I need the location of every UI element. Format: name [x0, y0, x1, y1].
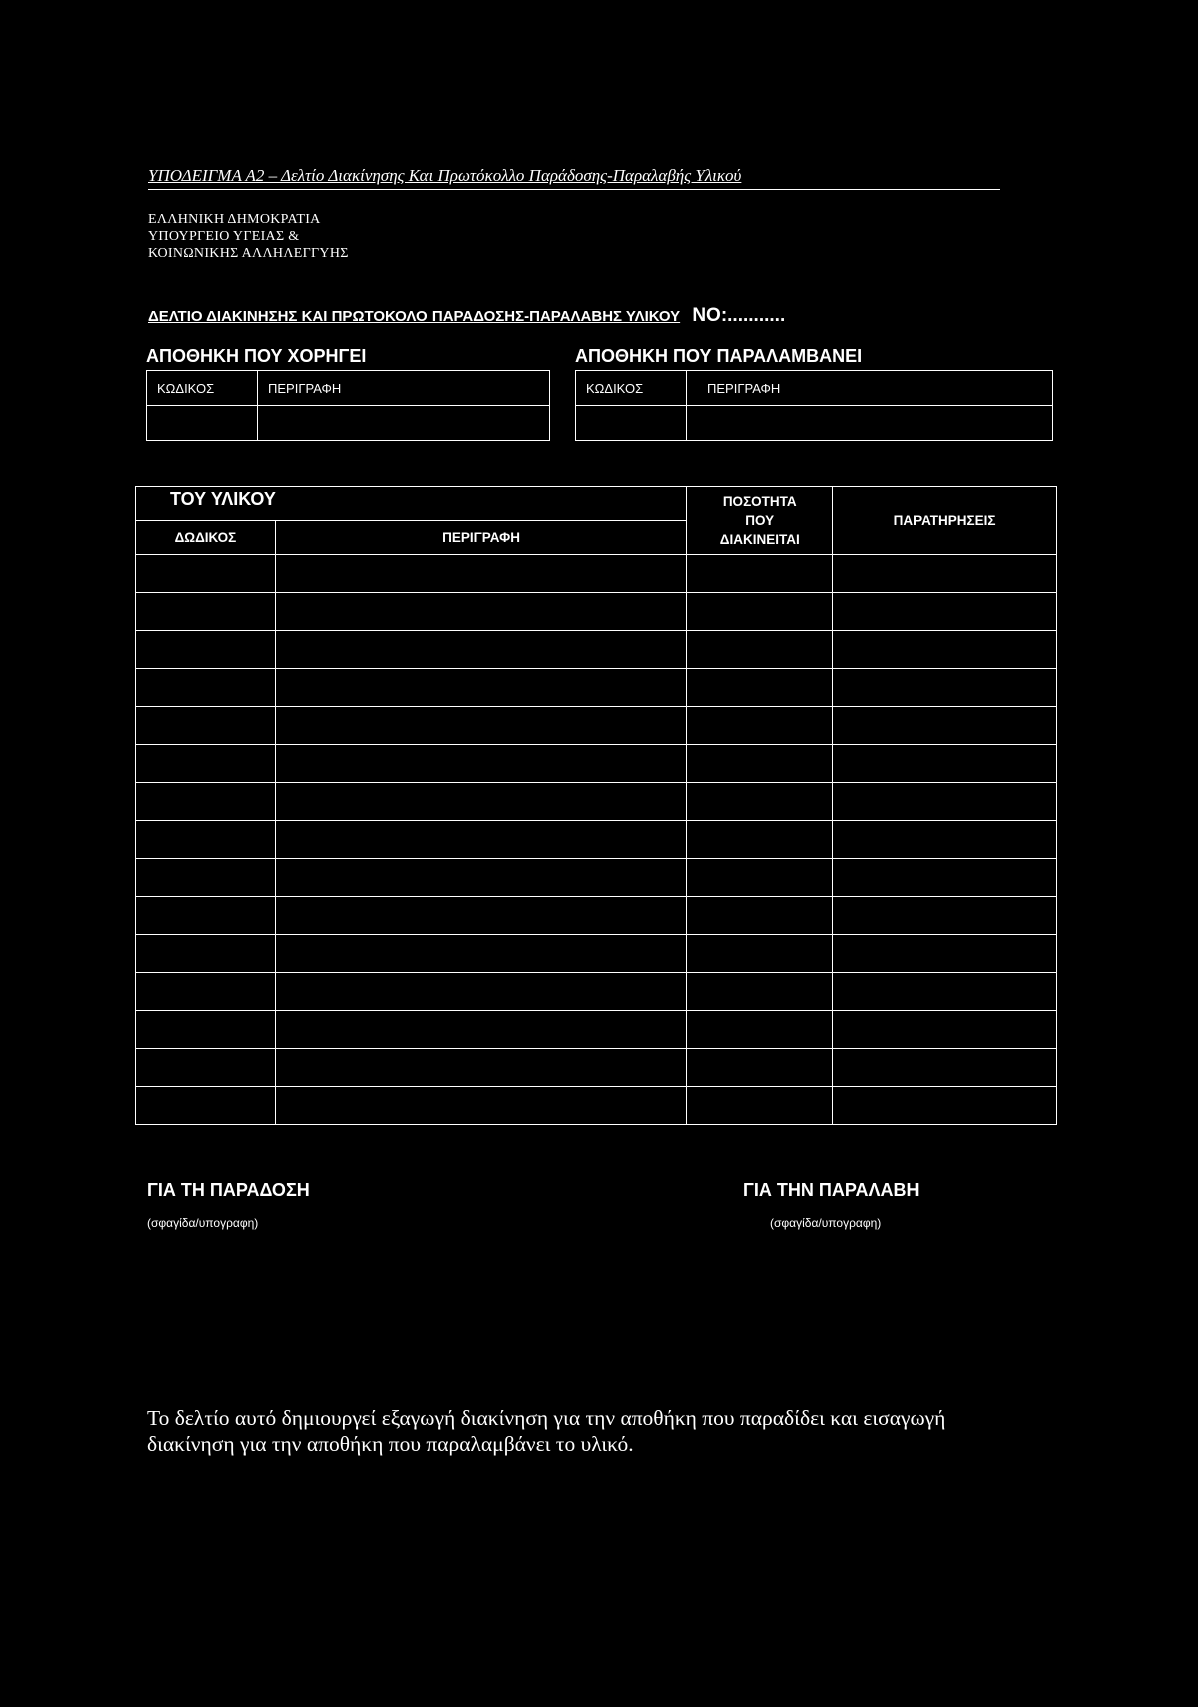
item-code-cell[interactable]	[136, 593, 276, 631]
item-quantity-cell[interactable]	[687, 897, 833, 935]
item-code-cell[interactable]	[136, 669, 276, 707]
receiver-store-table	[575, 370, 1053, 441]
receipt-heading: ΓΙΑ ΤΗΝ ΠΑΡΑΛΑΒΗ	[743, 1180, 920, 1200]
item-remarks-cell[interactable]	[833, 1011, 1057, 1049]
code-header: ΔΩΔΙΚΟΣ	[136, 521, 276, 555]
items-table-body	[136, 555, 1057, 1125]
item-description-cell[interactable]	[275, 1049, 686, 1087]
item-remarks-cell[interactable]	[833, 897, 1057, 935]
item-description-cell[interactable]	[275, 631, 686, 669]
item-code-cell[interactable]	[136, 897, 276, 935]
item-quantity-cell[interactable]	[687, 1011, 833, 1049]
item-remarks-cell[interactable]	[833, 707, 1057, 745]
supplier-code-cell[interactable]	[147, 406, 258, 441]
item-description-cell[interactable]	[275, 973, 686, 1011]
form-number-label: ΝΟ:...........	[692, 305, 786, 326]
item-quantity-cell[interactable]	[687, 783, 833, 821]
receiver-description-label: ΠΕΡΙΓΡΑΦΗ	[687, 371, 1053, 406]
item-description-cell[interactable]	[275, 1087, 686, 1125]
table-row	[136, 745, 1057, 783]
supplier-description-cell[interactable]	[258, 406, 550, 441]
item-quantity-cell[interactable]	[687, 669, 833, 707]
item-quantity-cell[interactable]	[687, 631, 833, 669]
delivery-heading: ΓΙΑ ΤΗ ΠΑΡΑΔΟΣΗ	[147, 1180, 310, 1200]
item-description-cell[interactable]	[275, 859, 686, 897]
table-row	[136, 1087, 1057, 1125]
items-group-heading: ΤΟΥ ΥΛΙΚΟΥ	[136, 487, 687, 521]
table-row	[136, 1049, 1057, 1087]
item-code-cell[interactable]	[136, 631, 276, 669]
receipt-signature-block	[743, 1180, 919, 1230]
table-row	[136, 555, 1057, 593]
table-row	[136, 669, 1057, 707]
item-remarks-cell[interactable]	[833, 593, 1057, 631]
item-remarks-cell[interactable]	[833, 669, 1057, 707]
item-code-cell[interactable]	[136, 821, 276, 859]
quantity-header-line: ΠΟΥ	[745, 513, 775, 528]
item-description-cell[interactable]	[275, 783, 686, 821]
item-remarks-cell[interactable]	[833, 821, 1057, 859]
item-remarks-cell[interactable]	[833, 745, 1057, 783]
items-table	[135, 486, 1057, 1125]
item-code-cell[interactable]	[136, 1049, 276, 1087]
item-quantity-cell[interactable]	[687, 1087, 833, 1125]
remarks-header: ΠΑΡΑΤΗΡΗΣΕΙΣ	[833, 487, 1057, 555]
table-row	[136, 859, 1057, 897]
receipt-stamp-signature-note: (σφαγίδα/υπογραφη)	[770, 1216, 882, 1230]
item-quantity-cell[interactable]	[687, 973, 833, 1011]
supplier-store-heading: ΑΠΟΘΗΚΗ ΠΟΥ ΧΟΡΗΓΕΙ	[146, 346, 367, 366]
supplier-description-label: ΠΕΡΙΓΡΑΦΗ	[258, 371, 550, 406]
table-row	[136, 593, 1057, 631]
item-remarks-cell[interactable]	[833, 859, 1057, 897]
delivery-stamp-signature-note: (σφαγίδα/υπογραφη)	[147, 1216, 259, 1230]
item-remarks-cell[interactable]	[833, 631, 1057, 669]
item-quantity-cell[interactable]	[687, 593, 833, 631]
item-quantity-cell[interactable]	[687, 821, 833, 859]
item-description-cell[interactable]	[275, 555, 686, 593]
table-row	[136, 897, 1057, 935]
table-row	[136, 783, 1057, 821]
table-row	[136, 821, 1057, 859]
footer-note: Το δελτίο αυτό δημιουργεί εξαγωγή διακίνηση για την αποθήκη που παραδίδει και εισαγωγή διακίνηση για την αποθήκη που παραλαμβάνει το υλικό.	[147, 1406, 946, 1456]
item-code-cell[interactable]	[136, 1011, 276, 1049]
item-code-cell[interactable]	[136, 783, 276, 821]
item-description-cell[interactable]	[275, 1011, 686, 1049]
item-remarks-cell[interactable]	[833, 935, 1057, 973]
item-quantity-cell[interactable]	[687, 859, 833, 897]
receiver-store-heading: ΑΠΟΘΗΚΗ ΠΟΥ ΠΑΡΑΛΑΜΒΑΝΕΙ	[575, 346, 863, 366]
item-remarks-cell[interactable]	[833, 783, 1057, 821]
item-code-cell[interactable]	[136, 973, 276, 1011]
item-description-cell[interactable]	[275, 669, 686, 707]
item-description-cell[interactable]	[275, 745, 686, 783]
quantity-header-line: ΠΟΣΟΤΗΤΑ	[722, 494, 797, 509]
issuing-authority	[148, 211, 349, 262]
item-code-cell[interactable]	[136, 555, 276, 593]
receiver-code-label: ΚΩΔΙΚΟΣ	[576, 371, 687, 406]
item-code-cell[interactable]	[136, 859, 276, 897]
item-description-cell[interactable]	[275, 707, 686, 745]
item-code-cell[interactable]	[136, 707, 276, 745]
authority-line: ΥΠΟΥΡΓΕΙΟ ΥΓΕΙΑΣ &	[148, 229, 300, 244]
item-quantity-cell[interactable]	[687, 745, 833, 783]
item-description-cell[interactable]	[275, 821, 686, 859]
item-remarks-cell[interactable]	[833, 1087, 1057, 1125]
item-description-cell[interactable]	[275, 935, 686, 973]
quantity-header	[687, 487, 833, 555]
table-row	[136, 935, 1057, 973]
item-remarks-cell[interactable]	[833, 973, 1057, 1011]
supplier-store-table	[146, 370, 550, 441]
item-code-cell[interactable]	[136, 935, 276, 973]
item-remarks-cell[interactable]	[833, 1049, 1057, 1087]
authority-line: ΕΛΛΗΝΙΚΗ ΔΗΜΟΚΡΑΤΙΑ	[148, 212, 321, 227]
item-quantity-cell[interactable]	[687, 555, 833, 593]
receiver-code-cell[interactable]	[576, 406, 687, 441]
table-row	[136, 707, 1057, 745]
document-title: ΥΠΟΔΕΙΓΜΑ Α2 – Δελτίο Διακίνησης Και Πρωτόκολλο Παράδοσης-Παραλαβής Υλικού	[148, 166, 1000, 190]
item-description-cell[interactable]	[275, 897, 686, 935]
supplier-code-label: ΚΩΔΙΚΟΣ	[147, 371, 258, 406]
item-quantity-cell[interactable]	[687, 707, 833, 745]
quantity-header-line: ΔΙΑΚΙΝΕΙΤΑΙ	[719, 532, 800, 547]
form-title	[148, 305, 785, 327]
item-description-cell[interactable]	[275, 593, 686, 631]
table-row	[136, 631, 1057, 669]
receiver-description-cell[interactable]	[687, 406, 1053, 441]
item-quantity-cell[interactable]	[687, 1049, 833, 1087]
delivery-signature-block	[147, 1180, 310, 1230]
item-code-cell[interactable]	[136, 1087, 276, 1125]
table-row	[136, 973, 1057, 1011]
table-row	[136, 1011, 1057, 1049]
item-remarks-cell[interactable]	[833, 555, 1057, 593]
form-title-text: ΔΕΛΤΙΟ ΔΙΑΚΙΝΗΣΗΣ ΚΑΙ ΠΡΩΤΟΚΟΛΟ ΠΑΡΑΔΟΣΗΣ-ΠΑΡΑΛΑΒΗΣ ΥΛΙΚΟΥ	[148, 308, 681, 325]
item-quantity-cell[interactable]	[687, 935, 833, 973]
item-code-cell[interactable]	[136, 745, 276, 783]
description-header: ΠΕΡΙΓΡΑΦΗ	[275, 521, 686, 555]
authority-line: ΚΟΙΝΩΝΙΚΗΣ ΑΛΛΗΛΕΓΓΥΗΣ	[148, 246, 349, 261]
